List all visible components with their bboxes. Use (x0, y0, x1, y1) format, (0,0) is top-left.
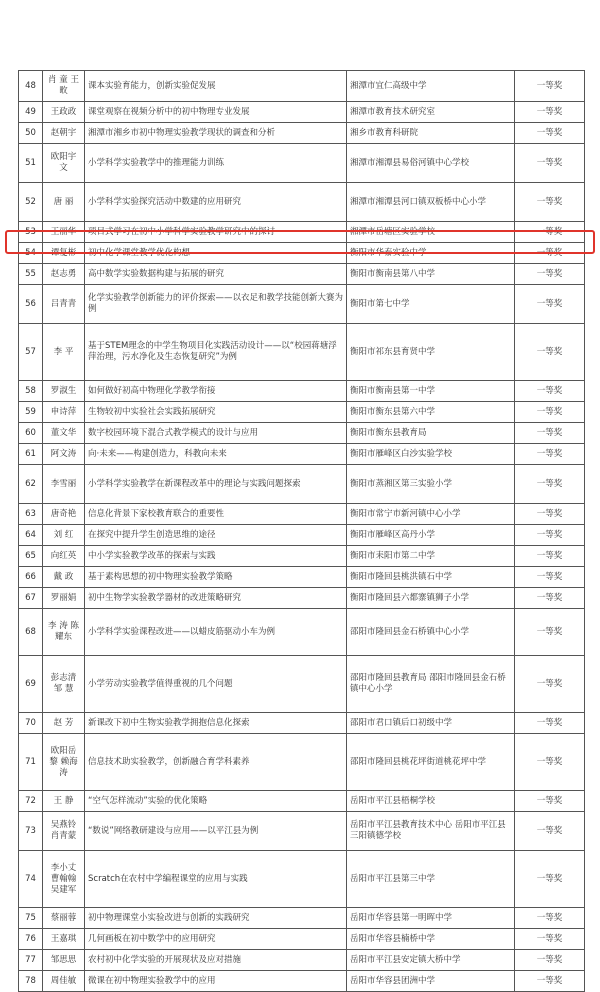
row-number: 59 (19, 402, 43, 423)
paper-title: 初中生物学实验教学器材的改进策略研究 (85, 588, 347, 609)
table-row (19, 324, 585, 381)
row-number: 66 (19, 567, 43, 588)
table-row (19, 264, 585, 285)
author-name: 刘 红 (43, 525, 85, 546)
table-row (19, 402, 585, 423)
paper-title: 化学实验教学创新能力的评价探索——以衣足和教学技能创新大赛为例 (85, 285, 347, 324)
row-number: 48 (19, 71, 43, 102)
unit-name: 衡阳市衡东县第六中学 (347, 402, 515, 423)
table-row (19, 285, 585, 324)
table-row (19, 525, 585, 546)
award-level: 一等奖 (515, 222, 585, 243)
author-name: 向红英 (43, 546, 85, 567)
unit-name: 衡阳市隆回县桃洪镇石中学 (347, 567, 515, 588)
unit-name: 岳阳市华容县团洲中学 (347, 971, 515, 992)
row-number: 74 (19, 851, 43, 908)
table-row (19, 465, 585, 504)
row-number: 64 (19, 525, 43, 546)
award-level: 一等奖 (515, 243, 585, 264)
table-row (19, 908, 585, 929)
table-row (19, 734, 585, 791)
table-row (19, 504, 585, 525)
paper-title: 在探究中提升学生创造思维的途径 (85, 525, 347, 546)
award-level: 一等奖 (515, 504, 585, 525)
award-level: 一等奖 (515, 71, 585, 102)
row-number: 55 (19, 264, 43, 285)
table-row (19, 851, 585, 908)
award-level: 一等奖 (515, 525, 585, 546)
unit-name: 邵阳市隆回县桃花坪街道桃花坪中学 (347, 734, 515, 791)
paper-title: 课堂观察在视频分析中的初中物理专业发展 (85, 102, 347, 123)
row-number: 60 (19, 423, 43, 444)
unit-name: 湘潭市湘潭县易俗河镇中心学校 (347, 144, 515, 183)
row-number: 70 (19, 713, 43, 734)
unit-name: 衡阳市耒阳市第二中学 (347, 546, 515, 567)
unit-name: 衡阳市雁峰区白沙实验学校 (347, 444, 515, 465)
table-row (19, 588, 585, 609)
unit-name: 湘潭市教育技术研究室 (347, 102, 515, 123)
paper-title: “空气怎样流动”实验的优化策略 (85, 791, 347, 812)
table-row (19, 791, 585, 812)
paper-title: 小学科学实验课程改进——以蜡皮筋驱动小车为例 (85, 609, 347, 656)
paper-title: 向·未来——构建创造力，科教向未来 (85, 444, 347, 465)
award-level: 一等奖 (515, 381, 585, 402)
unit-name: 衡阳市雁峰区高丹小学 (347, 525, 515, 546)
row-number: 76 (19, 929, 43, 950)
paper-title: 高中数学实验数据构建与拓展的研究 (85, 264, 347, 285)
table-row (19, 423, 585, 444)
author-name: 赵 芳 (43, 713, 85, 734)
highlight-box (5, 230, 595, 254)
table-row (19, 183, 585, 222)
table-row (19, 950, 585, 971)
row-number: 58 (19, 381, 43, 402)
row-number: 72 (19, 791, 43, 812)
award-level: 一等奖 (515, 423, 585, 444)
author-name: 周佳敏 (43, 971, 85, 992)
award-level: 一等奖 (515, 791, 585, 812)
author-name: 罗淑生 (43, 381, 85, 402)
unit-name: 衡阳市蒸湘区第三实验小学 (347, 465, 515, 504)
author-name: 王丽华 (43, 222, 85, 243)
table-row (19, 102, 585, 123)
award-level: 一等奖 (515, 734, 585, 791)
author-name: 罗丽娟 (43, 588, 85, 609)
award-level: 一等奖 (515, 812, 585, 851)
table-row (19, 144, 585, 183)
paper-title: 小学科学实验探究活动中数建的应用研究 (85, 183, 347, 222)
author-name: 董文华 (43, 423, 85, 444)
author-name: 王嘉琪 (43, 929, 85, 950)
table-row (19, 609, 585, 656)
award-level: 一等奖 (515, 609, 585, 656)
table-row (19, 567, 585, 588)
paper-title: 课本实验育能力，创新实验促发展 (85, 71, 347, 102)
paper-title: 小学劳动实验教学值得重视的几个问题 (85, 656, 347, 713)
award-level: 一等奖 (515, 264, 585, 285)
row-number: 62 (19, 465, 43, 504)
row-number: 49 (19, 102, 43, 123)
row-number: 77 (19, 950, 43, 971)
paper-title: 信息技术助实验教学，创新融合育学科素养 (85, 734, 347, 791)
paper-title: 小学科学实验教学在新课程改革中的理论与实践问题探索 (85, 465, 347, 504)
award-level: 一等奖 (515, 656, 585, 713)
author-name: 谭复彬 (43, 243, 85, 264)
unit-name: 岳阳市平江县梧桐学校 (347, 791, 515, 812)
unit-name: 湘乡市教育科研院 (347, 123, 515, 144)
unit-name: 湘潭市湘潭县河口镇双板桥中心小学 (347, 183, 515, 222)
row-number: 67 (19, 588, 43, 609)
award-level: 一等奖 (515, 102, 585, 123)
row-number: 54 (19, 243, 43, 264)
author-name: 吴燕铃 肖青蒙 (43, 812, 85, 851)
row-number: 63 (19, 504, 43, 525)
row-number: 68 (19, 609, 43, 656)
award-level: 一等奖 (515, 588, 585, 609)
author-name: 王 静 (43, 791, 85, 812)
award-table (18, 70, 585, 992)
unit-name: 衡阳市华泰实验中学 (347, 243, 515, 264)
row-number: 69 (19, 656, 43, 713)
paper-title: 生物较初中实验社会实践拓展研究 (85, 402, 347, 423)
table-row (19, 444, 585, 465)
author-name: 李 涛 陈耀东 (43, 609, 85, 656)
row-number: 71 (19, 734, 43, 791)
table-row (19, 812, 585, 851)
unit-name: 衡阳市衡东县教育局 (347, 423, 515, 444)
row-number: 51 (19, 144, 43, 183)
paper-title: 新课改下初中生物实验教学拥抱信息化探索 (85, 713, 347, 734)
author-name: 戴 政 (43, 567, 85, 588)
award-level: 一等奖 (515, 713, 585, 734)
unit-name: 岳阳市平江县安定镇大桥中学 (347, 950, 515, 971)
paper-title: 信息化背景下家校教育联合的重要性 (85, 504, 347, 525)
author-name: 李 平 (43, 324, 85, 381)
row-number: 57 (19, 324, 43, 381)
award-table-page (18, 70, 584, 986)
award-level: 一等奖 (515, 465, 585, 504)
row-number: 53 (19, 222, 43, 243)
paper-title: 湘潭市湘乡市初中物理实验教学现状的调查和分析 (85, 123, 347, 144)
row-number: 56 (19, 285, 43, 324)
award-level: 一等奖 (515, 402, 585, 423)
author-name: 赵志勇 (43, 264, 85, 285)
paper-title: “数说”网络教研建设与应用——以平江县为例 (85, 812, 347, 851)
paper-title: 数字校园环境下混合式教学模式的设计与应用 (85, 423, 347, 444)
award-level: 一等奖 (515, 567, 585, 588)
table-row (19, 971, 585, 992)
author-name: 赵朝宇 (43, 123, 85, 144)
author-name: 李小丈 曹翰翰 吴建军 (43, 851, 85, 908)
paper-title: 中小学实验教学改革的探索与实践 (85, 546, 347, 567)
unit-name: 衡阳市隆回县六都寨镇狮子小学 (347, 588, 515, 609)
table-row (19, 381, 585, 402)
award-level: 一等奖 (515, 929, 585, 950)
unit-name: 衡阳市祁东县育贤中学 (347, 324, 515, 381)
author-name: 彭志清 邹 慧 (43, 656, 85, 713)
award-level: 一等奖 (515, 183, 585, 222)
row-number: 73 (19, 812, 43, 851)
unit-name: 衡阳市第七中学 (347, 285, 515, 324)
unit-name: 邵阳市隆回县金石桥镇中心小学 (347, 609, 515, 656)
paper-title: 微课在初中物理实验教学中的应用 (85, 971, 347, 992)
paper-title: 初中化学课堂教学优化构想 (85, 243, 347, 264)
row-number: 50 (19, 123, 43, 144)
author-name: 吕青青 (43, 285, 85, 324)
award-level: 一等奖 (515, 444, 585, 465)
author-name: 阿文涛 (43, 444, 85, 465)
author-name: 蔡丽蓉 (43, 908, 85, 929)
author-name: 李雪丽 (43, 465, 85, 504)
unit-name: 衡阳市衡南县第八中学 (347, 264, 515, 285)
table-row (19, 546, 585, 567)
author-name: 欧阳宇 文 (43, 144, 85, 183)
award-level: 一等奖 (515, 950, 585, 971)
row-number: 61 (19, 444, 43, 465)
paper-title: 初中物理课堂小实验改进与创新的实践研究 (85, 908, 347, 929)
table-row (19, 123, 585, 144)
paper-title: 如何做好初高中物理化学教学衔接 (85, 381, 347, 402)
unit-name: 邵阳市君口镇后口初级中学 (347, 713, 515, 734)
paper-title: 几何画板在初中数学中的应用研究 (85, 929, 347, 950)
row-number: 75 (19, 908, 43, 929)
paper-title: 小学科学实验教学中的推理能力训练 (85, 144, 347, 183)
award-level: 一等奖 (515, 908, 585, 929)
paper-title: 项目式学习在初中小学科学实验教学研究中的探讨 (85, 222, 347, 243)
author-name: 欧阳岳 黎 赖海涛 (43, 734, 85, 791)
unit-name: 湘潭市宜仁高级中学 (347, 71, 515, 102)
table-row (19, 713, 585, 734)
row-number: 52 (19, 183, 43, 222)
award-level: 一等奖 (515, 971, 585, 992)
award-level: 一等奖 (515, 324, 585, 381)
award-level: 一等奖 (515, 851, 585, 908)
unit-name: 岳阳市平江县第三中学 (347, 851, 515, 908)
unit-name: 衡阳市常宁市新河镇中心小学 (347, 504, 515, 525)
author-name: 邹思思 (43, 950, 85, 971)
unit-name: 岳阳市平江县教育技术中心 岳阳市平江县三阳镇德学校 (347, 812, 515, 851)
unit-name: 湘潭市岳塘区实验学校 (347, 222, 515, 243)
unit-name: 岳阳市华容县楠桥中学 (347, 929, 515, 950)
award-level: 一等奖 (515, 144, 585, 183)
table-row (19, 656, 585, 713)
paper-title: 基于素构思想的初中物理实验教学策略 (85, 567, 347, 588)
award-level: 一等奖 (515, 285, 585, 324)
paper-title: 基于STEM理念的中学生物项目化实践活动设计——以“校园蒋塘浮萍治理，污水净化及生态恢复研究”为例 (85, 324, 347, 381)
author-name: 唐 丽 (43, 183, 85, 222)
award-level: 一等奖 (515, 123, 585, 144)
author-name: 肖 童 王 畋 (43, 71, 85, 102)
unit-name: 岳阳市华容县第一明晖中学 (347, 908, 515, 929)
paper-title: 农村初中化学实验的开展现状及应对措施 (85, 950, 347, 971)
author-name: 申诗萍 (43, 402, 85, 423)
paper-title: Scratch在农村中学编程课堂的应用与实践 (85, 851, 347, 908)
row-number: 65 (19, 546, 43, 567)
author-name: 唐奇艳 (43, 504, 85, 525)
award-level: 一等奖 (515, 546, 585, 567)
unit-name: 衡阳市衡南县第一中学 (347, 381, 515, 402)
unit-name: 邵阳市隆回县教育局 邵阳市隆回县金石桥镇中心小学 (347, 656, 515, 713)
table-row (19, 929, 585, 950)
author-name: 王政政 (43, 102, 85, 123)
table-row (19, 71, 585, 102)
row-number: 78 (19, 971, 43, 992)
